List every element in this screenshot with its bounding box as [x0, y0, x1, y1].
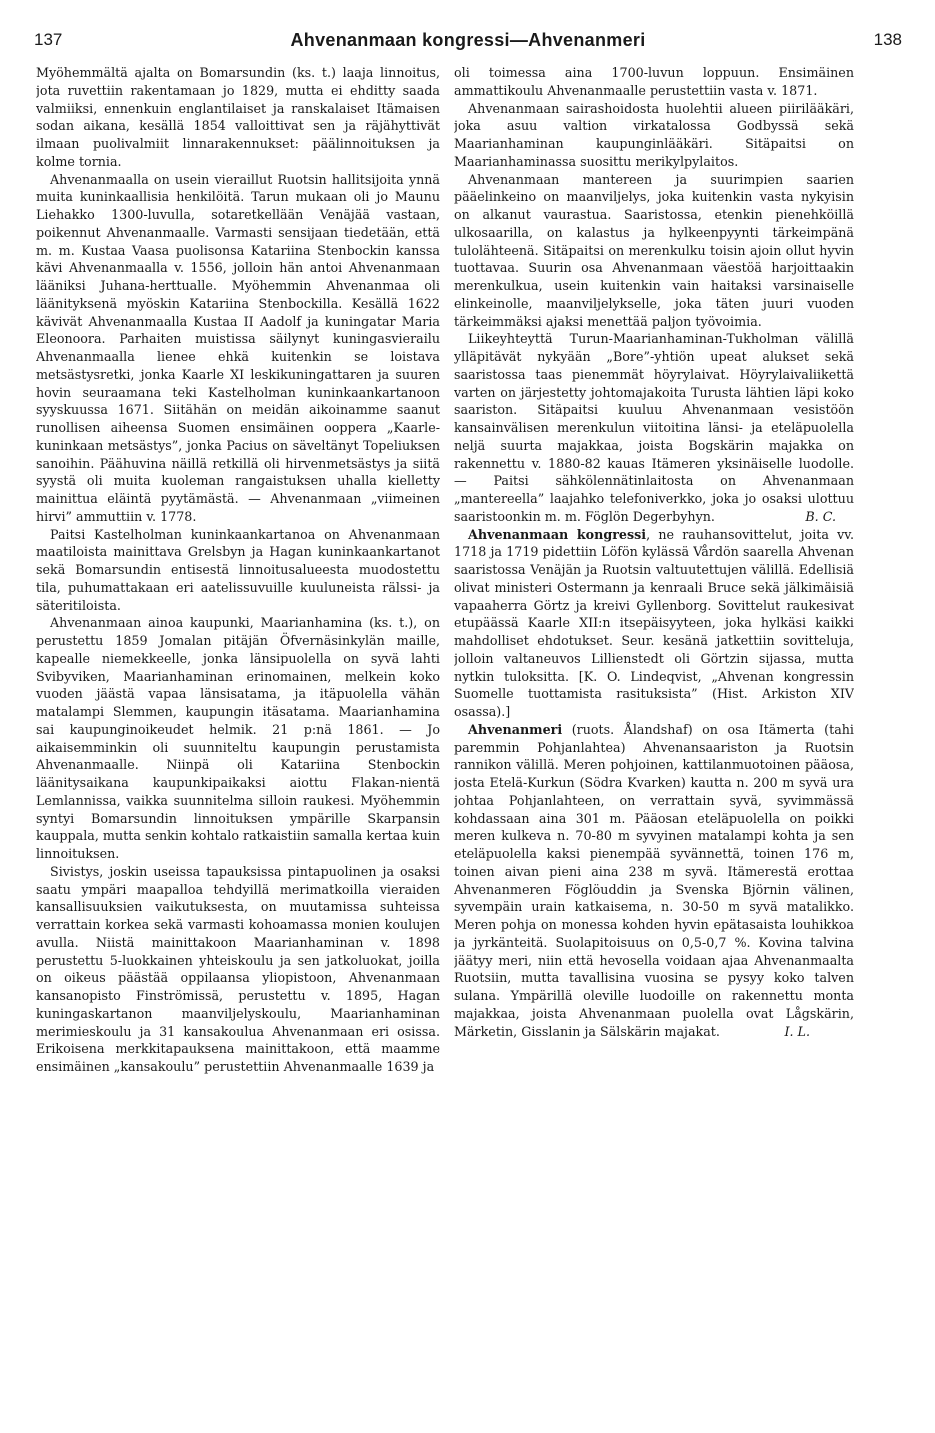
running-title: Ahvenanmaan kongressi—Ahvenanmeri: [290, 30, 646, 50]
paragraph: Ahvenanmaan sairashoidosta huolehtii alueen piirilääkäri, joka asuu valtion virkatalossa Godbyssä sekä Maarianhaminan kaupunginlääkäri. Sitäpaitsi on Maarianhaminassa suosittu merikylpylaitos.: [454, 100, 854, 169]
paragraph: oli toimessa aina 1700-luvun loppuun. Ensimäinen ammattikoulu Ahvenanmaalle perustettiin vasta v. 1871.: [454, 65, 854, 98]
paragraph-text: Liikeyhteyttä Turun-Maarianhaminan-Tukholman välillä ylläpitävät nykyään „Bore”-yhtiön upeat alukset sekä saaristossa taas pienemmät höyrylaivat. Höyrylaivaliikettä varten on järjestetty johtomajakoita Turusta lähtien läpi koko saariston. Sitäpaitsi kuuluu Ahvenanmaan vesistöön kansainvälisen merenkulun viitoitina länsi- ja eteläpuolella neljä suurta majakkaa, joista Bogskärin majakka on rakennettu v. 1880-82 kauas Itämeren yksinäiselle luodolle. — Paitsi sähkölennätinlaitosta on Ahvenanmaan „mantereella” laajahko telefoniverkko, joka jo osaksi ulottuu saaristoonkin m. m. Föglön Degerbyhyn.: [454, 331, 854, 524]
page-header: [34, 30, 902, 56]
paragraph: Ahvenanmaalla on usein vieraillut Ruotsin hallitsijoita ynnä muita kuninkaallisia henkilöitä. Tarun mukaan oli jo Maunu Liehakko 1300-luvulla, sotaretkellään Venäjää vastaan, poikennut Ahvenanmaalle. Varmasti sensijaan tiedetään, että m. m. Kustaa Vaasa puolisonsa Katariina Stenbockin kanssa kävi Ahvenanmaalla v. 1556, jolloin hän antoi Ahvenanmaan lääniksi Juhana-herttualle. Myöhemmin Ahvenanmaa oli läänityksenä myöskin Katariina Stenbockilla. Kesällä 1622 kävivät Ahvenanmaalla Kustaa II Aadolf ja kuningatar Maria Eleonoora. Parhaiten muistissa säilynyt kuningasvierailu Ahvenanmaalla lienee ehkä kuitenkin se loistava metsästysretki, jonka Kaarle XI leskikuningattaren ja suuren hovin seuraamana teki Kastelholman kuninkaankartanoon syyskuussa 1671. Siitähän on meidän aikoinamme saanut runollisen aiheensa Suomen ensimäinen ooppera „Kaarle-kuninkaan metsästys”, jonka Pacius on säveltänyt Topeliuksen sanoihin. Päähuvina näillä retkillä oli hirvenmetsästys ja siitä syystä oli muita kuoleman rangaistuksen uhalla kielletty mainittua eläintä pyytämästä. — Ahvenanmaan „viimeinen hirvi” ammuttiin v. 1778.: [36, 171, 440, 524]
paragraph: Sivistys, joskin useissa tapauksissa pintapuolinen ja osaksi saatu ympäri maapalloa tehdyillä merimatkoilla vieraiden kansallisuuksien vaikutuksesta, on muutamissa suhteissa verrattain korkea sekä varmasti kohoamassa monien koulujen avulla. Niistä mainittakoon Maarianhaminan v. 1898 perustettu 5-luokkainen yhteiskoulu ja sen jatkoluokat, joilla on oikeus päästää oppilaansa yliopistoon, Ahvenanmaan kansanopisto Finströmissä, perustettu v. 1895, Hagan kuningaskartanon maanviljelyskoulu, Maarianhaminan merimieskoulu ja 31 kansakoulua Ahvenanmaan eri osissa. Erikoisena merkkitapauksena mainittakoon, että maamme ensimäinen „kansakoulu” perustettiin Ahvenanmaalle 1639 ja: [36, 863, 440, 1074]
entry-headword: Ahvenanmeri: [468, 721, 563, 737]
paragraph: Ahvenanmaan ainoa kaupunki, Maarianhamina (ks. t.), on perustettu 1859 Jomalan pitäjän Öfvernäsinkylän maille, kapealle niemekkeelle, jonka länsipuolella on syvä lahti Svibyviken, Maarianhaminan erinomainen, melkein koko vuoden jäästä vapaa länsisatama, ja itäpuolella vähän matalampi Slemmen, kaupungin itäsatama. Maarianhamina sai kaupunginoikeudet helmik. 21 p:nä 1861. — Jo aikaisemminkin oli suunniteltu kaupungin perustamista Ahvenanmaalle. Niinpä oli Katariina Stenbockin läänitysaikana kaupunkipaikaksi aiottu Flakan-nientä Lemlannissa, vaikka suunnitelma silloin raukesi. Myöhemmin syntyi Bomarsundin linnoituksen ympärille Skarpansin kauppala, mutta senkin kohtalo ratkaistiin samalla kertaa kuin linnoituksen.: [36, 615, 440, 861]
page-number-left: 137: [34, 30, 63, 49]
entry-ahvenanmeri: [454, 721, 854, 1041]
entry-ahvenanmaan-kongressi: [454, 526, 854, 721]
page-number-right: 138: [873, 30, 902, 49]
paragraph: [454, 330, 854, 525]
right-column: [454, 64, 854, 1416]
left-column: [36, 64, 440, 1416]
entry-body: , ne rauhansovittelut, joita vv. 1718 ja 1719 pidettiin Löfön kylässä Vårdön saarella Ahvenan saaristossa Venäjän ja Ruotsin valtuutettujen välillä. Edellisiä olivat ministeri Ostermann ja kenraali Bruce sekä jälkimäisiä vapaaherra Görtz ja kreivi Gyllenborg. Sovittelut raukesivat etupäässä Kaarle XII:n itsepäisyyteen, joka hylkäsi kaikki mahdolliset ehdotukset. Seur. kesänä jatkettiin sovitteluja, jolloin valtaneuvos Lillienstedt oli Görtzin sijassa, mutta nytkin tuloksitta. [K. O. Lindeqvist, „Ahvenan kongressin Suomelle tuottamista rasituksista” (Hist. Arkiston XIV osassa).]: [454, 526, 854, 719]
entry-body: (ruots. Ålandshaf) on osa Itämerta (tahi paremmin Pohjanlahtea) Ahvenansaariston ja Ruotsin rannikon välillä. Meren pohjoinen, kattilanmuotoinen pääosa, josta Etelä-Kurkun (Södra Kvarken) kautta n. 200 m syvä ura johtaa Pohjanlahteen, on verrattain syvä, syvimmässä kohdassaan aina 301 m. Pääosan eteläpuolella on poikki meren kulkeva n. 70-80 m syvyinen matalampi kohta ja sen eteläpuolella kaksi pienempää syvännettä, toinen 176 m, toinen aivan pieni aina 238 m syvä. Itämerestä erottaa Ahvenanmeren Föglöuddin ja Svenska Björnin välinen, syvempäin urain katkaisema, n. 30-50 m syvä matalikko. Meren pohja on monessa kohden hyvin epätasaista louhikkoa ja jyrkänteitä. Suolapitoisuus on 0,5-0,7 %. Kovina talvina jäätyy meri, niin että hevosella voidaan ajaa Ahvenanmaalta Ruotsiin, mutta tavallisina vuosina se pysyy koko talven sulana. Ympärillä oleville luodoille on rakennettu monta majakkaa, joista Ahvenanmaan puolella ovat Lågskärin, Märketin, Gisslanin ja Sälskärin majakat.: [454, 721, 854, 1039]
entry-headword: Ahvenanmaan kongressi: [468, 526, 647, 542]
paragraph: Ahvenanmaan mantereen ja suurimpien saarien pääelinkeino on maanviljelys, joka kuitenkin vasta nykyisin on alkanut vaurastua. Saaristossa, etenkin pienehköillä ulkosaarilla, on kalastus ja hylkeenpyynti tärkeimpänä tulolähteenä. Sitäpaitsi on merenkulku toisin ajoin ollut hyvin tuottavaa. Suurin osa Ahvenanmaan väestöä harjoittaakin merenkulkua, usein kuitenkin vain haitaksi varsinaiselle elinkeinolle, maanviljelykselle, joka täten juuri vuoden tärkeimmäksi ajaksi menettää paljon työvoimia.: [454, 171, 854, 329]
author-signature: I. L.: [784, 1023, 810, 1039]
author-signature: B. C.: [805, 508, 836, 524]
paragraph: Myöhemmältä ajalta on Bomarsundin (ks. t.) laaja linnoitus, jota ruvettiin rakentamaan jo 1829, mutta ei ehditty saada valmiiksi, ennenkuin englantilaiset ja ranskalaiset Itämaisen sodan aikana, kesällä 1854 valloittivat sen ja räjähyttivät ilmaan puolivalmiit linnarakennukset: päälinnoituksen ja kolme tornia.: [36, 65, 440, 169]
paragraph: Paitsi Kastelholman kuninkaankartanoa on Ahvenanmaan maatiloista mainittava Grelsbyn ja Hagan kuninkaankartanot sekä Bomarsundin entisestä linnoitusalueesta muodostettu tila, puhumattakaan eri aatelissuvuille kuuluneista rälssi- ja säteritiloista.: [36, 526, 440, 613]
